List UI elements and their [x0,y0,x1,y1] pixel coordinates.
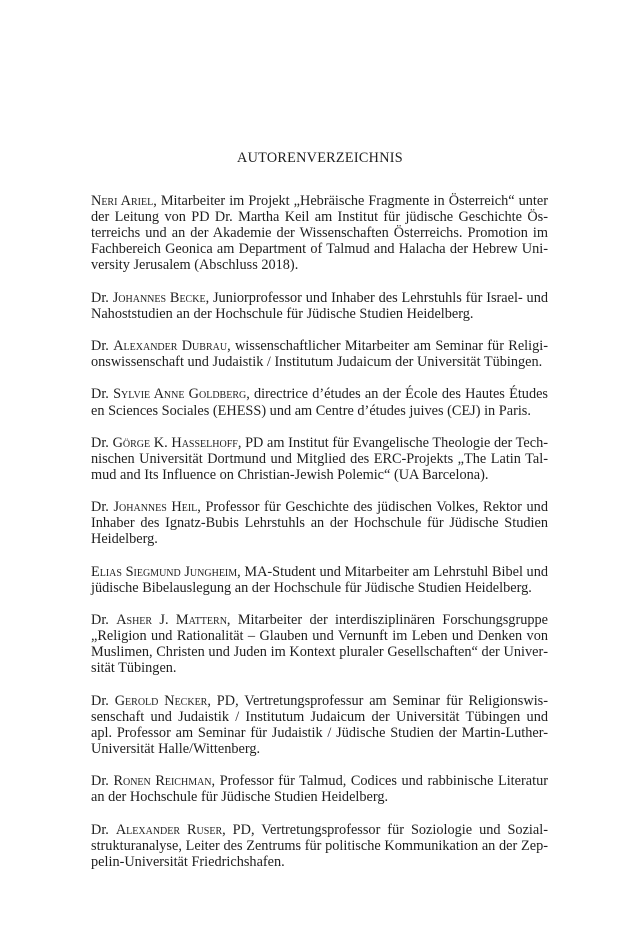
author-bio: , MA-Student und Mitarbeiter am Lehrstuhl Bibel und jüdische Bibelauslegung an der Hochschule für Jüdische Studien Heidelberg. [91,563,548,596]
author-name: Görge K. Hasselhoff [112,434,238,451]
author-name: Alexander Dubrau [113,338,228,355]
author-prefix: Dr. [91,612,117,629]
author-list [91,193,548,886]
author-name: Johannes Becke [112,289,206,306]
author-name: Alexander Ruser [115,821,223,838]
author-entry-ariel [91,193,548,273]
author-entry-jungheim [91,564,548,596]
author-bio: , wissenschaftlicher Mitarbeiter am Seminar für Religionswissenschaft und Judaistik / Institutum Judaicum der Universität Tübingen. [91,338,548,371]
author-name: Neri Ariel [91,193,154,209]
author-prefix: Dr. [91,773,114,790]
author-bio: , Mitarbeiter im Projekt „Hebräische Fragmente in Österreich“ unter der Leitung von PD Dr. Martha Keil am Institut für jüdische Geschichte Österreichs und an der Akademie der Wissenschaften Österreichs. Promotion im Fachbereich Geonica am Department of Talmud and Halacha der Hebrew University Jerusalem (Abschluss 2018). [91,193,548,274]
author-bio: , directrice d’études an der École des Hautes Études en Sciences Sociales (EHESS) und am Centre d’études juives (CEJ) in Paris. [91,386,548,419]
author-entry-ruser [91,822,548,870]
author-entry-goldberg [91,386,548,418]
author-name: Asher J. Mattern [116,612,227,629]
author-bio: , PD, Vertretungsprofessur am Seminar für Religionswissenschaft und Judaistik / Institutum Judaicum der Universität Tübingen und apl. Professor am Seminar für Judaistik / Jüdische Studien der Martin-Luther-Universität Halle/Wittenberg. [91,692,548,757]
author-prefix: Dr. [91,338,114,355]
author-name: Ronen Reichman [113,773,212,790]
page-title: AUTORENVERZEICHNIS [237,150,403,166]
author-bio: , Professor für Geschichte des jüdischen Volkes, Rektor und Inhaber des Ignatz-Bubis Lehrstuhls an der Hochschule für Jüdische Studien Heidelberg. [91,499,548,548]
author-name: Sylvie Anne Goldberg [113,386,247,403]
author-entry-hasselhoff [91,435,548,483]
author-prefix: Dr. [91,821,116,838]
author-entry-heil [91,499,548,547]
author-prefix: Dr. [91,289,113,306]
author-name: Elias Siegmund Jungheim [91,563,238,580]
author-bio: , Professor für Talmud, Codices und rabbinische Literatur an der Hochschule für Jüdische Studien Heidelberg. [91,773,548,806]
author-name: Johannes Heil [113,499,198,516]
author-entry-dubrau [91,338,548,370]
author-name: Gerold Necker [114,692,208,709]
author-entry-mattern [91,612,548,676]
author-prefix: Dr. [91,499,114,516]
author-bio: , PD, Vertretungsprofessor für Soziologie und Sozialstrukturanalyse, Leiter des Zentrums für politische Kommunikation an der Zeppelin-Universität Friedrichshafen. [91,821,548,870]
author-bio: , Juniorprofessor und Inhaber des Lehrstuhls für Israel- und Nahoststudien an der Hochschule für Jüdische Studien Heidelberg. [91,289,548,322]
author-prefix: Dr. [91,434,113,451]
author-entry-reichman [91,773,548,805]
author-bio: , Mitarbeiter der interdisziplinären Forschungsgruppe „Religion und Rationalität – Glauben und Vernunft im Leben und Denken von Muslimen, Christen und Juden im Kontext pluraler Gesellschaften“ der Universität Tübingen. [91,612,549,677]
author-prefix: Dr. [91,692,115,709]
author-prefix: Dr. [91,386,114,403]
author-entry-becke [91,290,548,322]
author-bio: , PD am Institut für Evangelische Theologie der Technischen Universität Dortmund und Mitglied des ERC-Projekts „The Latin Talmud and Its Influence on Christian-Jewish Polemic“ (UA Barcelona). [91,434,549,483]
author-entry-necker [91,693,548,757]
